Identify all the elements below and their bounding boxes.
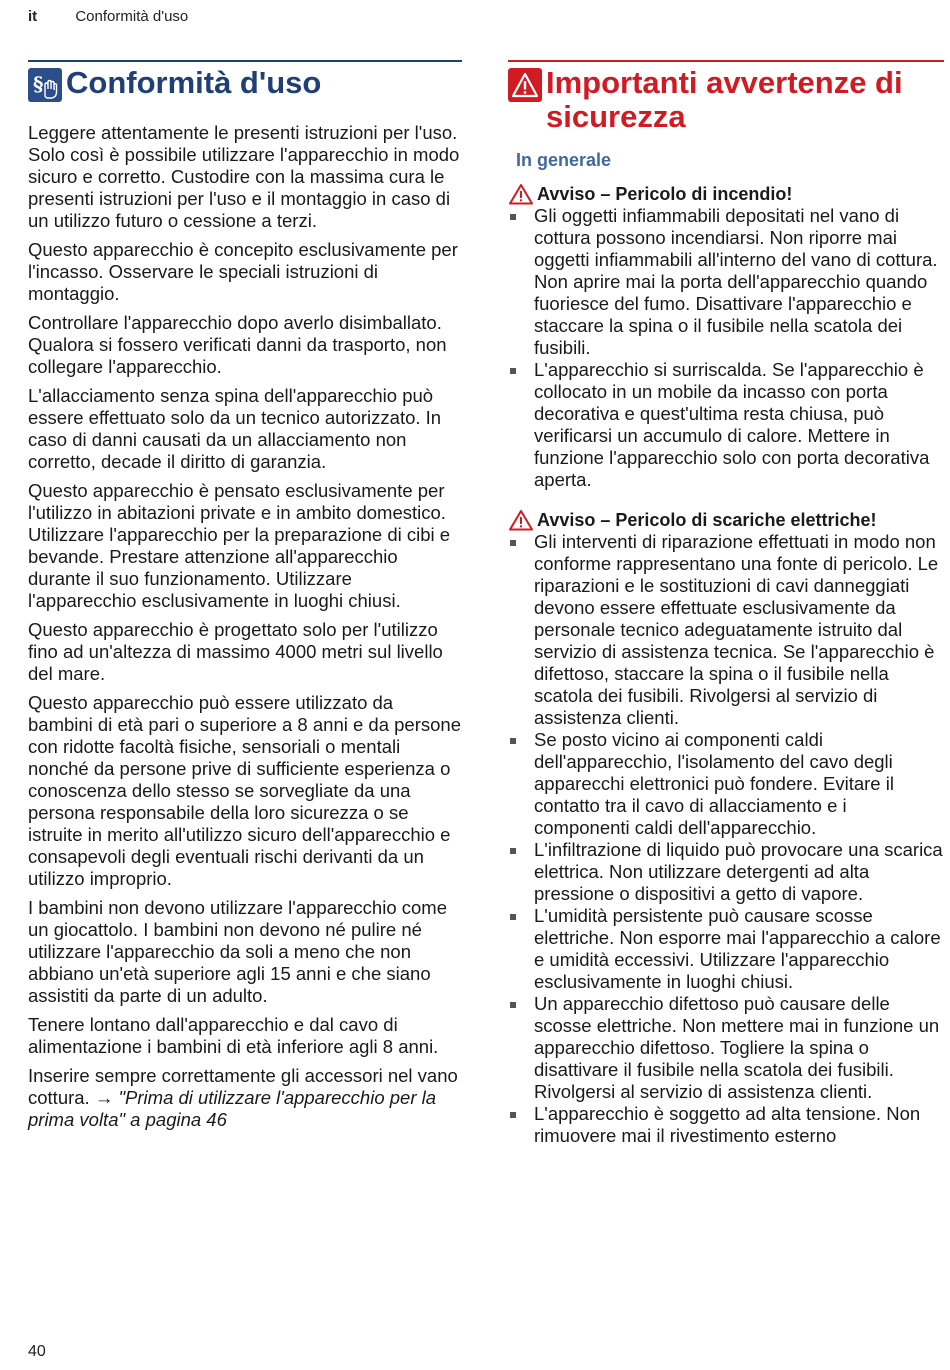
list-item <box>508 1103 944 1147</box>
list-item-text: Un apparecchio difettoso può causare delle scosse elettriche. Non mettere mai in funzione un apparecchio difettoso. Togliere la spina o disattivare il fusibile nella scatola dei fusibili. Rivolgersi al servizio di assistenza clienti. <box>534 993 940 1102</box>
section-title-row <box>28 66 462 102</box>
paragraph: Questo apparecchio è pensato esclusivamente per l'utilizzo in abitazioni private e in ambito domestico. Utilizzare l'apparecchio per la preparazione di cibi e bevande. Prestare attenzione all'apparecchio durante il suo funzionamento. Utilizzare l'apparecchio esclusivamente in luoghi chiusi. <box>28 480 451 611</box>
bullet-square-icon <box>510 1002 516 1008</box>
fire-warning-list <box>508 205 944 491</box>
bullet-square-icon <box>510 368 516 374</box>
section-title-row <box>508 66 944 134</box>
bullet-square-icon <box>510 914 516 920</box>
warning-triangle-icon <box>508 183 534 205</box>
bullet-square-icon <box>510 848 516 854</box>
paragraph: I bambini non devono utilizzare l'apparecchio come un giocattolo. I bambini non devono né pulire né utilizzare l'apparecchio da soli a meno che non abbiano un'età superiore agli 15 anni e che siano assistiti da parte di un adulto. <box>28 897 447 1006</box>
list-item-text: L'umidità persistente può causare scosse elettriche. Non esporre mai l'apparecchio a calore e umidità eccessivi. Utilizzare l'apparecchio esclusivamente in luoghi chiusi. <box>534 905 941 992</box>
list-item <box>508 729 944 839</box>
warning-heading-text: Avviso – Pericolo di incendio! <box>537 183 793 204</box>
paragraph: Questo apparecchio è progettato solo per l'utilizzo fino ad un'altezza di massimo 4000 metri sul livello del mare. <box>28 619 443 684</box>
running-header-title: Conformità d'uso <box>75 8 189 25</box>
left-column <box>28 60 462 1138</box>
page-number: 40 <box>28 1343 46 1360</box>
list-item <box>508 205 944 359</box>
list-item-text: L'apparecchio si surriscalda. Se l'apparecchio è collocato in un mobile da incasso con porta decorativa e quest'ultima resta chiusa, può verificarsi un accumulo di calore. Mettere in funzione l'apparecchio solo con porta decorativa aperta. <box>534 359 930 490</box>
paragraph-text: Inserire sempre correttamente gli accessori nel vano cottura. <box>28 1065 458 1108</box>
language-code: it <box>28 8 38 25</box>
warning-heading-text: Avviso – Pericolo di scariche elettriche! <box>537 509 877 530</box>
warning-triangle-icon <box>508 509 534 531</box>
paragraph: Questo apparecchio può essere utilizzato da bambini di età pari o superiore a 8 anni e da persone con ridotte facoltà fisiche, sensoriali o mentali nonché da persone prive di sufficiente esperienza o conoscenza dello stesso se sorvegliate da una persona responsabile della loro sicurezza o se istruite in merito all'utilizzo sicuro dell'apparecchio e consapevoli degli eventuali rischi derivanti da un utilizzo improprio. <box>28 692 461 889</box>
right-column <box>508 60 944 1147</box>
list-item <box>508 839 944 905</box>
cross-reference-link[interactable]: "Prima di utilizzare l'apparecchio per la prima volta" a pagina 46 <box>28 1087 437 1130</box>
list-item-text: Se posto vicino ai componenti caldi dell'apparecchio, l'isolamento del cavo degli apparecchi elettronici può fondere. Evitare il contatto tra il cavo di allacciamento e i componenti caldi dell'apparecchio. <box>534 729 894 838</box>
paragraph: Tenere lontano dall'apparecchio e dal cavo di alimentazione i bambini di età inferiore agli 8 anni. <box>28 1014 439 1057</box>
warning-heading-electric <box>508 509 944 531</box>
list-item <box>508 993 944 1103</box>
bullet-square-icon <box>510 214 516 220</box>
list-item-text: Gli oggetti infiammabili depositati nel vano di cottura possono incendiarsi. Non riporre mai oggetti infiammabili all'interno del vano di cottura. Non aprire mai la porta dell'apparecchio quando fuoriesce del fumo. Disattivare l'apparecchio e staccare la spina o il fusibile nella scatola dei fusibili. <box>534 205 938 358</box>
list-item <box>508 905 944 993</box>
subheading-general: In generale <box>516 150 612 170</box>
svg-text:§: § <box>33 72 44 96</box>
warning-triangle-icon <box>508 68 542 102</box>
list-item-text: L'infiltrazione di liquido può provocare una scarica elettrica. Non utilizzare detergenti ad alta pressione o dispositivi a getto di vapore. <box>534 839 943 904</box>
paragraph-with-reference <box>28 1065 462 1131</box>
section-rule <box>28 60 462 62</box>
bullet-square-icon <box>510 1112 516 1118</box>
paragraph-hand-icon <box>28 68 62 102</box>
list-item-text: Gli interventi di riparazione effettuati in modo non conforme rappresentano una fonte di pericolo. Le riparazioni e le sostituzioni di cavi danneggiati devono essere effettuate esclusivamente da personale tecnico adeguatamente istruito dal servizio di assistenza tecnica. Se l'apparecchio è difettoso, staccare la spina o il fusibile nella scatola dei fusibili. Rivolgersi al servizio di assistenza clienti. <box>534 531 939 728</box>
section-title-safety: Importanti avvertenze di sicurezza <box>546 65 903 134</box>
paragraph: Leggere attentamente le presenti istruzioni per l'uso. Solo così è possibile utilizzare l'apparecchio in modo sicuro e corretto. Custodire con la massima cura le presenti istruzioni per l'uso e il montaggio in caso di un utilizzo futuro o cessione a terzi. <box>28 122 460 231</box>
paragraph: Questo apparecchio è concepito esclusivamente per l'incasso. Osservare le speciali istruzioni di montaggio. <box>28 239 458 304</box>
list-item <box>508 531 944 729</box>
list-item-text: L'apparecchio è soggetto ad alta tensione. Non rimuovere mai il rivestimento esterno <box>534 1103 921 1146</box>
section-title-conformity: Conformità d'uso <box>66 65 322 100</box>
conformity-body <box>28 122 462 1131</box>
paragraph: Controllare l'apparecchio dopo averlo disimballato. Qualora si fossero verificati danni da trasporto, non collegare l'apparecchio. <box>28 312 447 377</box>
running-header <box>28 8 188 25</box>
warning-heading-fire <box>508 183 944 205</box>
bullet-square-icon <box>510 738 516 744</box>
paragraph: L'allacciamento senza spina dell'apparecchio può essere effettuato solo da un tecnico autorizzato. In caso di danni causati da un allacciamento non corretto, decade il diritto di garanzia. <box>28 385 442 472</box>
section-rule <box>508 60 944 62</box>
electric-warning-list <box>508 531 944 1147</box>
list-item <box>508 359 944 491</box>
bullet-square-icon <box>510 540 516 546</box>
arrow-right-icon: → <box>94 1087 114 1108</box>
